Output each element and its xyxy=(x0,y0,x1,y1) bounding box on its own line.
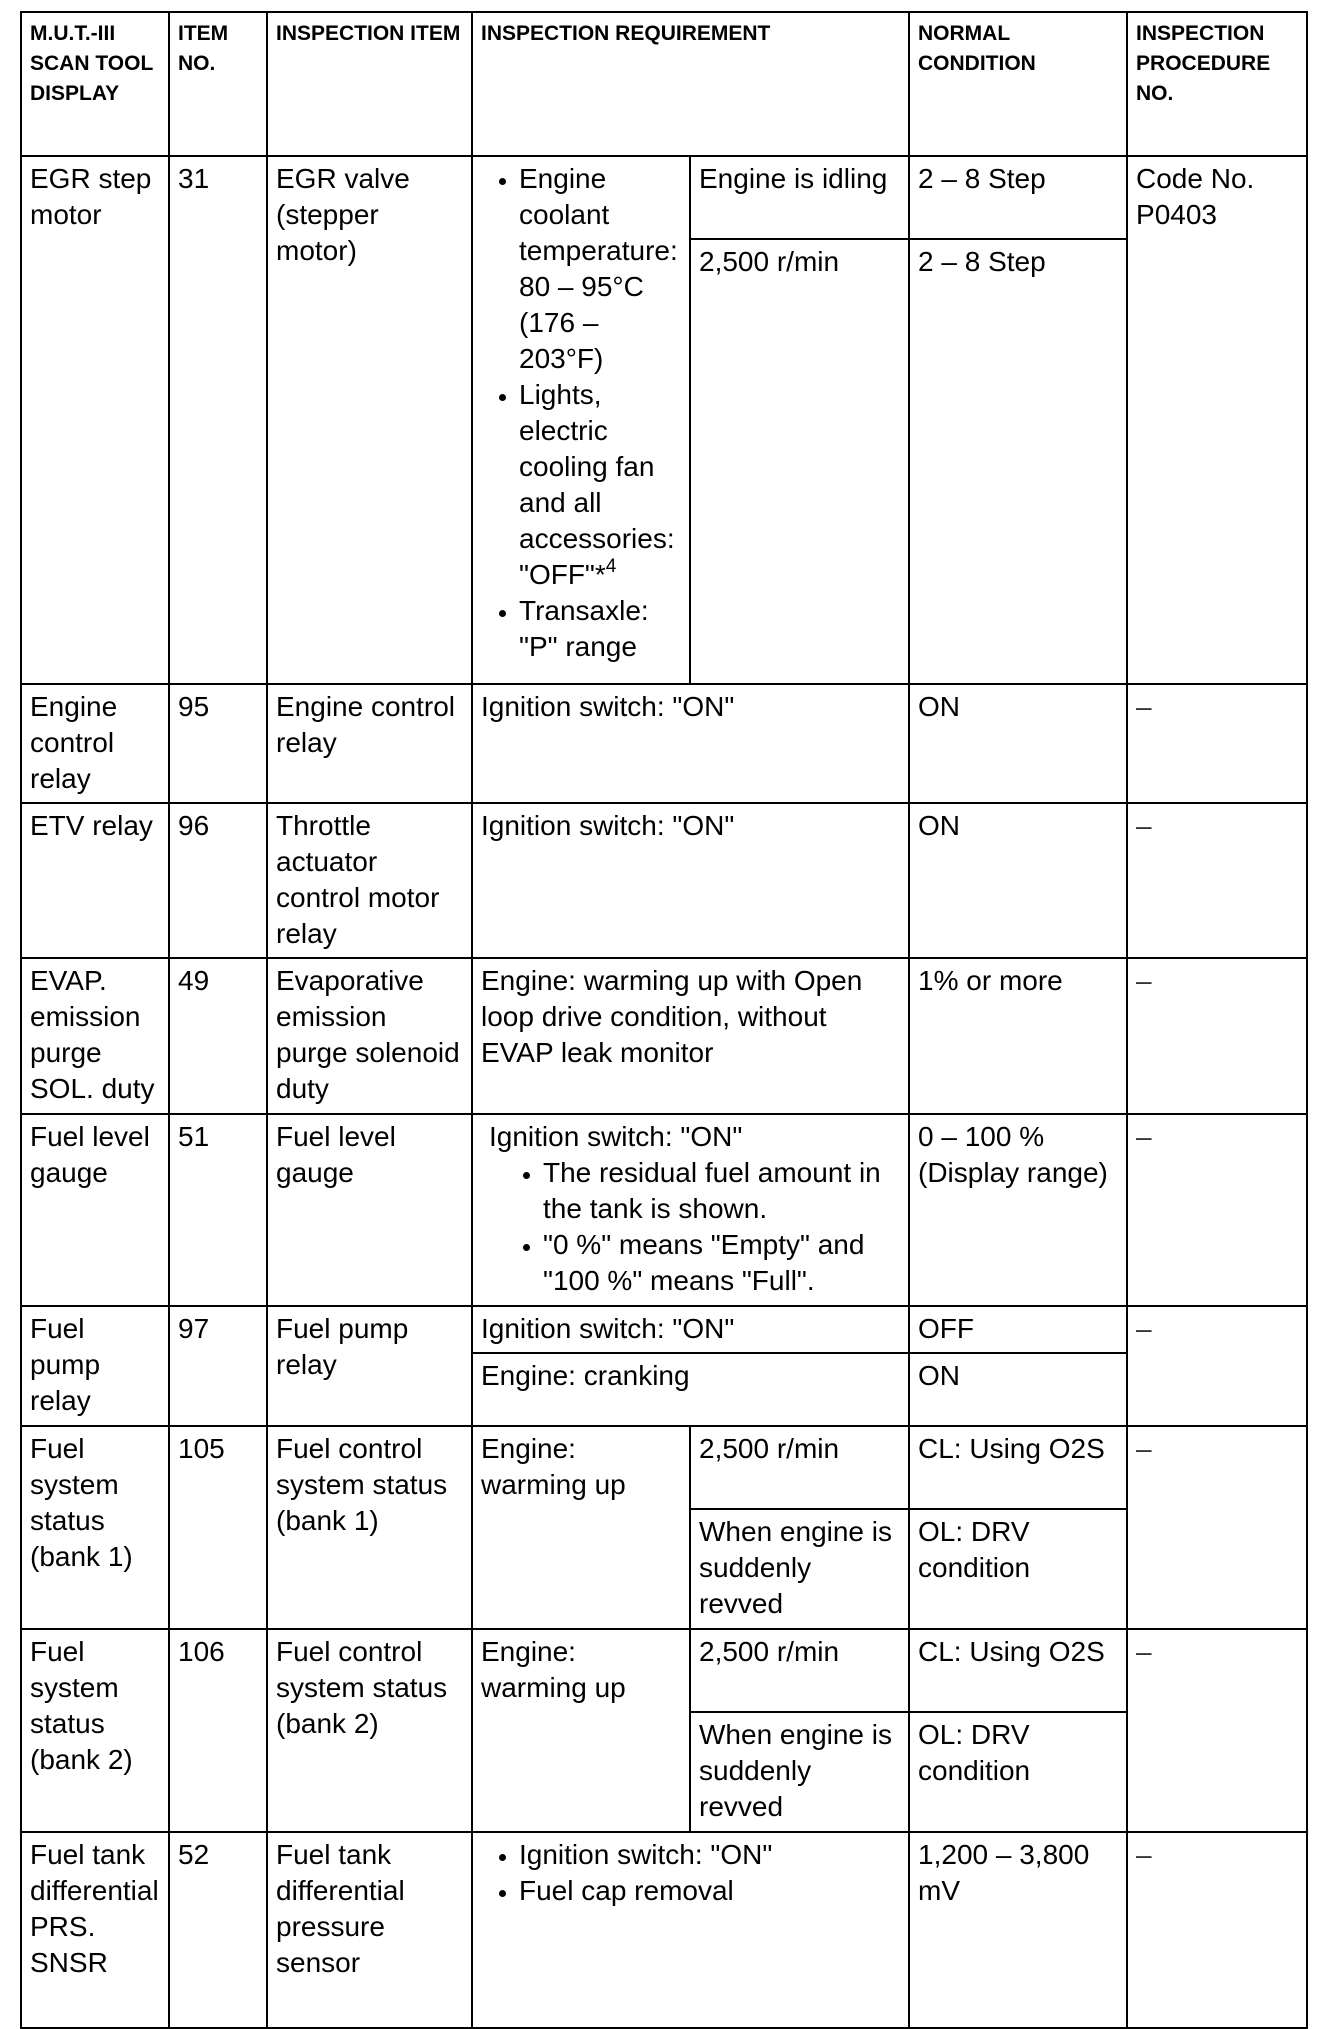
evap-item: Evaporative emission purge solenoid duty xyxy=(267,958,472,1114)
inspection-table-page xyxy=(20,11,1306,1976)
fuel-pump-requirement-1: Ignition switch: "ON" xyxy=(472,1306,909,1353)
egr-normal-2: 2 – 8 Step xyxy=(909,239,1127,684)
fuel-sys-1-normal-2: OL: DRV condition xyxy=(909,1509,1127,1629)
fuel-level-requirement xyxy=(472,1114,909,1306)
fuel-level-requirement-text: Ignition switch: "ON" xyxy=(489,1121,743,1152)
tank-prs-procedure: – xyxy=(1127,1832,1307,2028)
egr-condition-2-text: Lights, electric cooling fan and all accessories: "OFF"* xyxy=(519,379,675,590)
tank-prs-item: Fuel tank differential pressure sensor xyxy=(267,1832,472,2028)
fuel-level-display: Fuel level gauge xyxy=(21,1114,169,1306)
fuel-sys-2-requirement: Engine: warming up xyxy=(472,1629,690,1832)
egr-condition-note: 4 xyxy=(605,556,617,577)
egr-sub-condition-1: Engine is idling xyxy=(690,156,909,239)
fuel-pump-procedure: – xyxy=(1127,1306,1307,1426)
egr-conditions xyxy=(472,156,690,684)
fuel-pump-requirement-2: Engine: cranking xyxy=(472,1353,909,1426)
fuel-level-procedure: – xyxy=(1127,1114,1307,1306)
etv-relay-procedure: – xyxy=(1127,803,1307,958)
egr-condition-2 xyxy=(519,377,685,593)
tank-prs-condition-1: • Ignition switch: "ON" xyxy=(519,1837,900,1873)
table-row-egr xyxy=(21,156,1307,239)
tank-prs-conditions xyxy=(472,1832,909,2028)
engine-relay-item-no: 95 xyxy=(169,684,267,803)
fuel-sys-1-sub-2: When engine is suddenly revved xyxy=(690,1509,909,1629)
fuel-sys-2-sub-1: 2,500 r/min xyxy=(690,1629,909,1712)
egr-condition-3: • Transaxle: "P" range xyxy=(519,593,685,665)
evap-requirement: Engine: warming up with Open loop drive condition, without EVAP leak monitor xyxy=(472,958,909,1114)
fuel-level-note-1: • The residual fuel amount in the tank is shown. xyxy=(543,1155,900,1227)
fuel-sys-2-procedure: – xyxy=(1127,1629,1307,1832)
table-row-etv-relay xyxy=(21,803,1307,958)
etv-relay-display: ETV relay xyxy=(21,803,169,958)
fuel-sys-2-item-no: 106 xyxy=(169,1629,267,1832)
evap-item-no: 49 xyxy=(169,958,267,1114)
fuel-sys-2-normal-2: OL: DRV condition xyxy=(909,1712,1127,1832)
egr-sub-condition-2: 2,500 r/min xyxy=(690,239,909,684)
fuel-sys-1-requirement: Engine: warming up xyxy=(472,1426,690,1629)
egr-display: EGR step motor xyxy=(21,156,169,684)
fuel-sys-1-normal-1: CL: Using O2S xyxy=(909,1426,1127,1509)
fuel-pump-normal-1: OFF xyxy=(909,1306,1127,1353)
fuel-pump-item: Fuel pump relay xyxy=(267,1306,472,1426)
header-item-no: ITEM NO. xyxy=(169,12,267,156)
header-inspection-requirement: INSPECTION REQUIREMENT xyxy=(472,12,909,156)
fuel-sys-1-procedure: – xyxy=(1127,1426,1307,1629)
header-display: M.U.T.-III SCAN TOOL DISPLAY xyxy=(21,12,169,156)
table-row-fuel-sys-2 xyxy=(21,1629,1307,1712)
fuel-sys-2-item: Fuel control system status (bank 2) xyxy=(267,1629,472,1832)
etv-relay-item-no: 96 xyxy=(169,803,267,958)
header-procedure-no: INSPECTION PROCEDURE NO. xyxy=(1127,12,1307,156)
header-inspection-item: INSPECTION ITEM xyxy=(267,12,472,156)
header-normal-condition: NORMAL CONDITION xyxy=(909,12,1127,156)
fuel-pump-item-no: 97 xyxy=(169,1306,267,1426)
engine-relay-procedure: – xyxy=(1127,684,1307,803)
table-row-evap xyxy=(21,958,1307,1114)
egr-item-no: 31 xyxy=(169,156,267,684)
engine-relay-display: Engine control relay xyxy=(21,684,169,803)
fuel-level-item-no: 51 xyxy=(169,1114,267,1306)
fuel-sys-1-sub-1: 2,500 r/min xyxy=(690,1426,909,1509)
table-row-fuel-level xyxy=(21,1114,1307,1306)
fuel-sys-2-sub-2: When engine is suddenly revved xyxy=(690,1712,909,1832)
header-row xyxy=(21,12,1307,156)
evap-display: EVAP. emission purge SOL. duty xyxy=(21,958,169,1114)
fuel-level-item: Fuel level gauge xyxy=(267,1114,472,1306)
table-row-tank-prs xyxy=(21,1832,1307,2028)
etv-relay-normal: ON xyxy=(909,803,1127,958)
tank-prs-normal: 1,200 – 3,800 mV xyxy=(909,1832,1127,2028)
engine-relay-item: Engine control relay xyxy=(267,684,472,803)
fuel-sys-1-display: Fuel system status (bank 1) xyxy=(21,1426,169,1629)
engine-relay-requirement: Ignition switch: "ON" xyxy=(472,684,909,803)
tank-prs-condition-2: • Fuel cap removal xyxy=(519,1873,900,1909)
etv-relay-requirement: Ignition switch: "ON" xyxy=(472,803,909,958)
fuel-level-note-2: • "0 %" means "Empty" and "100 %" means "Full". xyxy=(543,1227,900,1299)
tank-prs-condition-list xyxy=(477,1837,900,1909)
tank-prs-display: Fuel tank differential PRS. SNSR xyxy=(21,1832,169,2028)
etv-relay-item: Throttle actuator control motor relay xyxy=(267,803,472,958)
table-row-fuel-pump xyxy=(21,1306,1307,1353)
evap-normal: 1% or more xyxy=(909,958,1127,1114)
egr-normal-1: 2 – 8 Step xyxy=(909,156,1127,239)
engine-relay-normal: ON xyxy=(909,684,1127,803)
table-row-engine-relay xyxy=(21,684,1307,803)
fuel-sys-2-normal-1: CL: Using O2S xyxy=(909,1629,1127,1712)
fuel-sys-1-item: Fuel control system status (bank 1) xyxy=(267,1426,472,1629)
egr-item: EGR valve (stepper motor) xyxy=(267,156,472,684)
egr-procedure: Code No. P0403 xyxy=(1127,156,1307,684)
tank-prs-item-no: 52 xyxy=(169,1832,267,2028)
egr-condition-1: • Engine coolant temperature: 80 – 95°C (176 – 203°F) xyxy=(519,161,685,377)
egr-condition-list xyxy=(477,161,685,665)
fuel-sys-1-item-no: 105 xyxy=(169,1426,267,1629)
fuel-level-normal: 0 – 100 % (Display range) xyxy=(909,1114,1127,1306)
fuel-level-note-list xyxy=(481,1155,900,1299)
fuel-pump-normal-2: ON xyxy=(909,1353,1127,1426)
table-row-fuel-sys-1 xyxy=(21,1426,1307,1509)
fuel-pump-display: Fuel pump relay xyxy=(21,1306,169,1426)
evap-procedure: – xyxy=(1127,958,1307,1114)
fuel-sys-2-display: Fuel system status (bank 2) xyxy=(21,1629,169,1832)
inspection-table xyxy=(20,11,1308,2029)
